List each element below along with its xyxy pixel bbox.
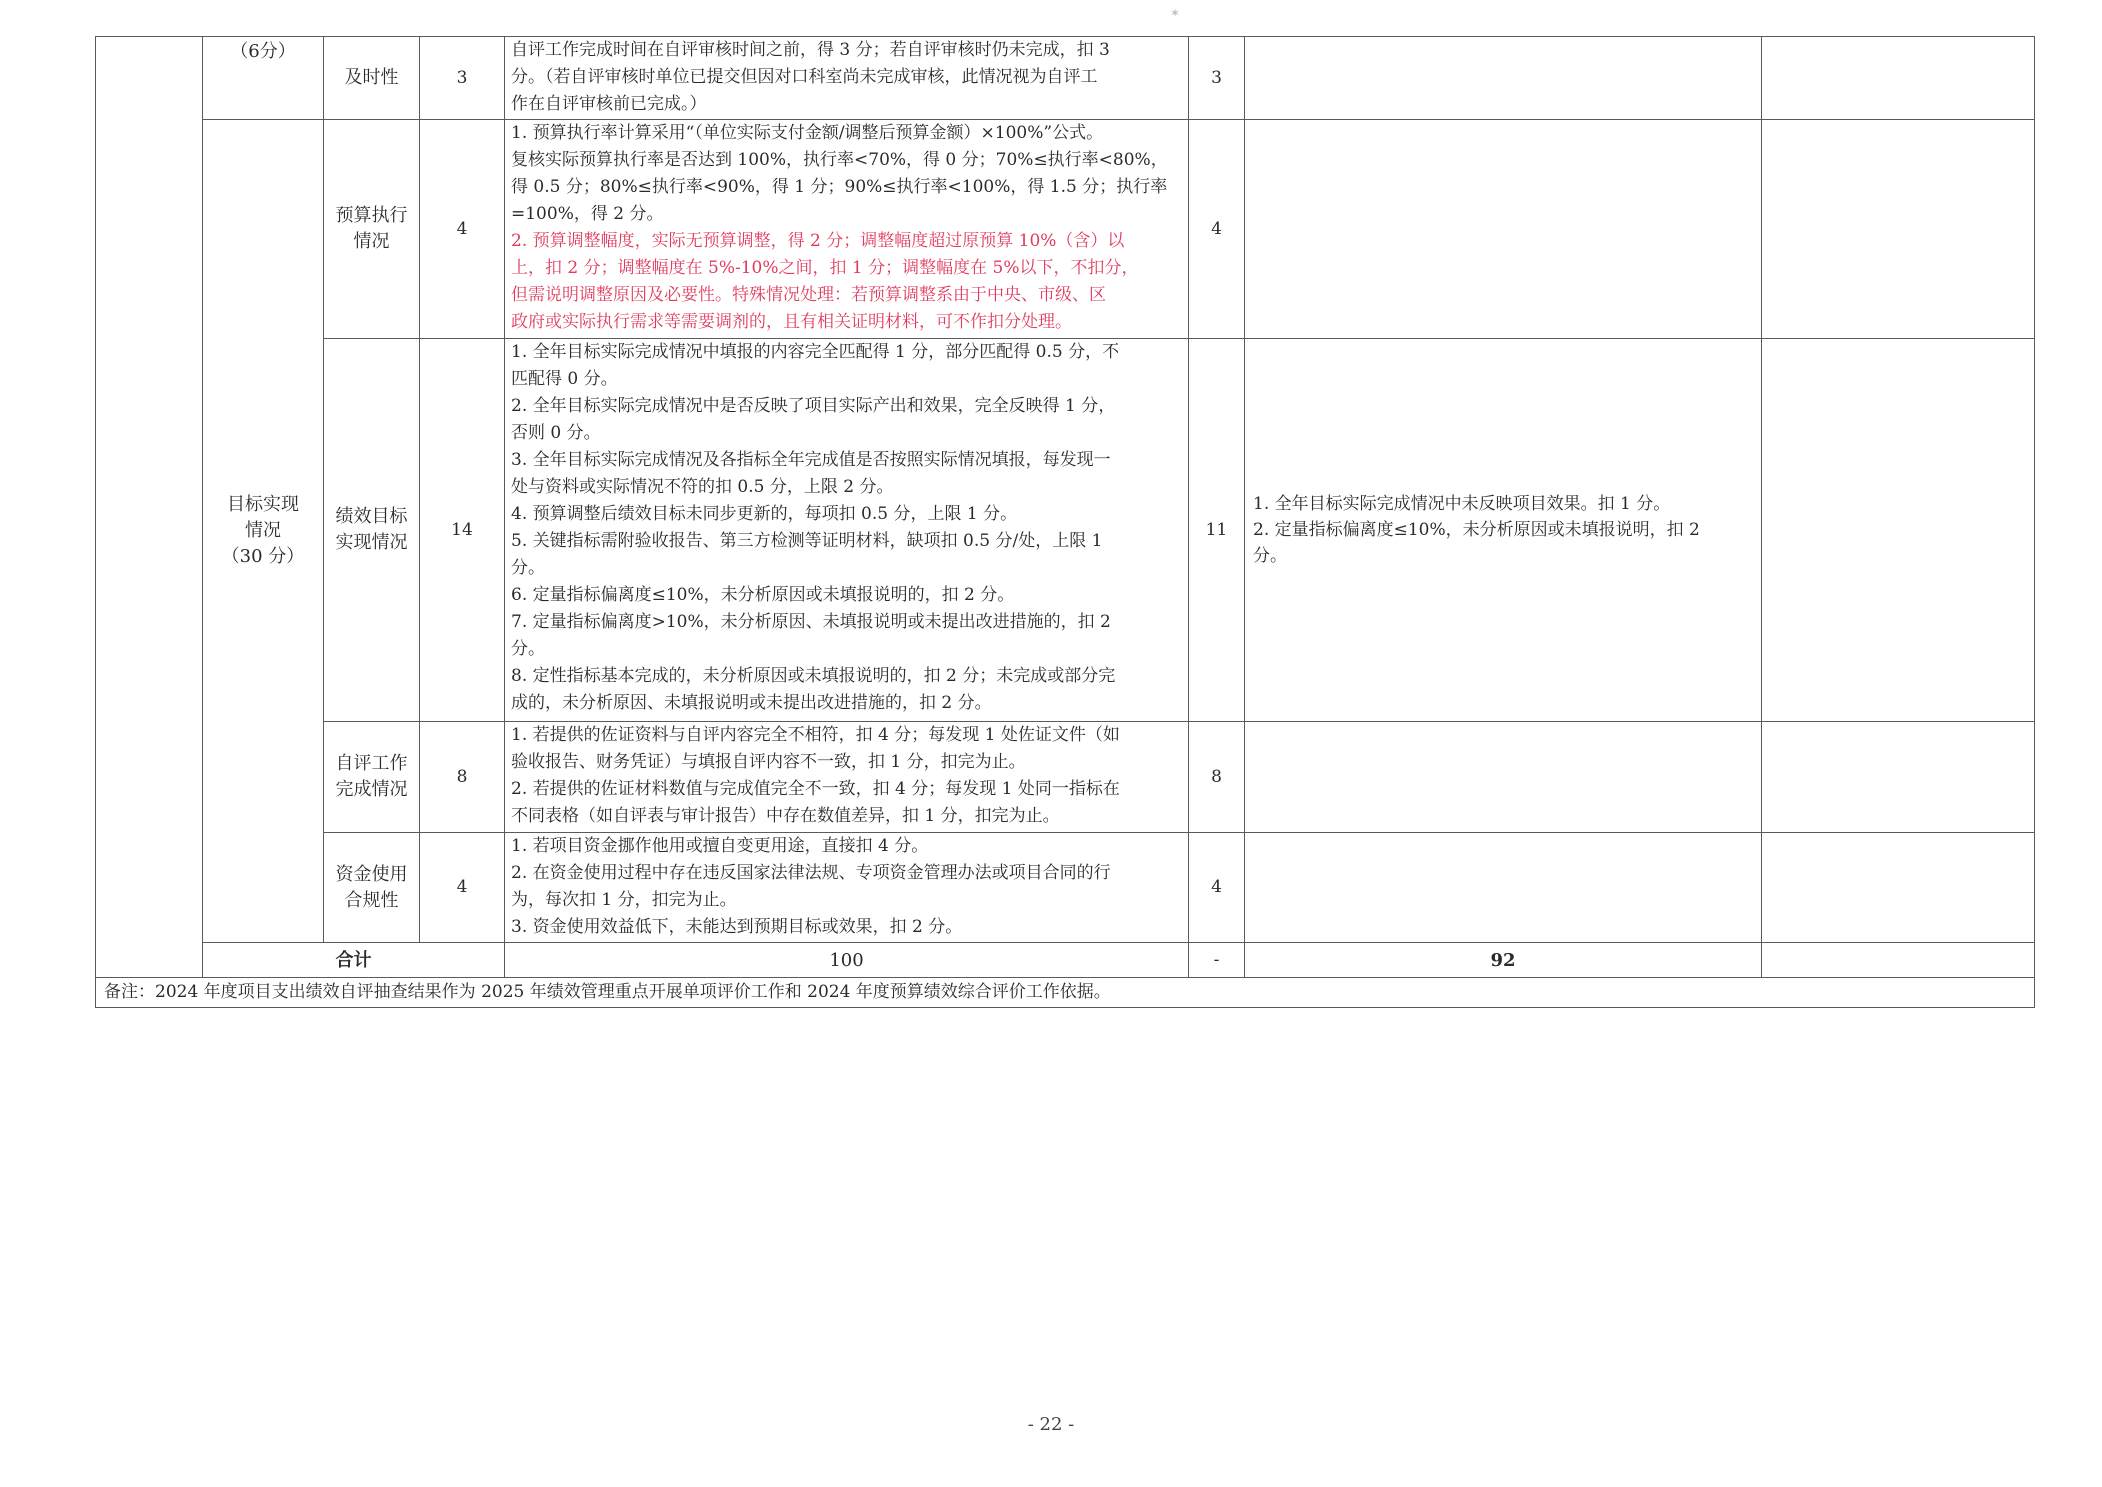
score-cell xyxy=(1189,722,1245,833)
criteria-cell xyxy=(505,37,1189,120)
category-label: 情况 xyxy=(245,520,281,541)
sub-item-cell xyxy=(324,120,420,339)
score-value: 4 xyxy=(1211,218,1222,239)
total-criteria: - xyxy=(1213,949,1220,970)
sub-item-label: 及时性 xyxy=(344,67,399,88)
score-value: 11 xyxy=(1205,519,1228,540)
criteria-line-highlighted: 2. 预算调整幅度，实际无预算调整，得 2 分；调整幅度超过原预算 10%（含）以 xyxy=(511,231,1125,251)
total-weight-cell xyxy=(505,943,1189,978)
sub-item-label: 情况 xyxy=(353,231,390,252)
criteria-line: 处与资料或实际情况不符的扣 0.5 分，上限 2 分。 xyxy=(511,477,894,497)
score-value: 3 xyxy=(1211,67,1222,88)
deduction-cell xyxy=(1245,722,1762,833)
criteria-line: 1. 若项目资金挪作他用或擅自变更用途，直接扣 4 分。 xyxy=(511,836,929,856)
total-weight: 100 xyxy=(829,949,864,971)
table-row-budget-execution xyxy=(96,120,2035,339)
sub-item-cell xyxy=(324,37,420,120)
sub-item-cell xyxy=(324,722,420,833)
criteria-line: =100%，得 2 分。 xyxy=(511,204,664,224)
deduction-line: 分。 xyxy=(1253,546,1287,566)
deduction-cell xyxy=(1245,833,1762,943)
criteria-cell xyxy=(505,339,1189,722)
table-row-performance-goal xyxy=(96,339,2035,722)
criteria-line: 5. 关键指标需附验收报告、第三方检测等证明材料，缺项扣 0.5 分/处，上限 1 xyxy=(511,531,1103,551)
deduction-line: 2. 定量指标偏离度≤10%，未分析原因或未填报说明，扣 2 xyxy=(1253,520,1700,540)
score-cell xyxy=(1189,339,1245,722)
criteria-line: 2. 若提供的佐证材料数值与完成值完全不一致，扣 4 分；每发现 1 处同一指标在 xyxy=(511,779,1120,799)
remark-cell xyxy=(1762,833,2035,943)
criteria-cell xyxy=(505,722,1189,833)
criteria-line: 复核实际预算执行率是否达到 100%，执行率<70%，得 0 分；70%≤执行率<80%， xyxy=(511,150,1168,170)
note-cell xyxy=(96,978,2035,1008)
score-value: 4 xyxy=(1211,877,1222,897)
weight-cell xyxy=(420,37,505,120)
sub-item-label: 自评工作 xyxy=(335,753,408,774)
criteria-cell xyxy=(505,833,1189,943)
sub-item-label: 实现情况 xyxy=(335,532,408,553)
criteria-line: 验收报告、财务凭证）与填报自评内容不一致，扣 1 分，扣完为止。 xyxy=(511,752,1026,772)
criteria-line-highlighted: 上，扣 2 分；调整幅度在 5%-10%之间，扣 1 分；调整幅度在 5%以下，不扣分， xyxy=(511,258,1139,278)
weight-value: 4 xyxy=(456,218,468,239)
category-label: 目标实现 xyxy=(227,494,299,515)
criteria-line: 1. 全年目标实际完成情况中填报的内容完全匹配得 1 分，部分匹配得 0.5 分，不 xyxy=(511,342,1120,362)
criteria-line: 2. 全年目标实际完成情况中是否反映了项目实际产出和效果，完全反映得 1 分， xyxy=(511,396,1116,416)
criteria-line: 作在自评审核前已完成。） xyxy=(511,94,707,114)
score-cell xyxy=(1189,37,1245,120)
evaluation-table xyxy=(95,36,2035,1008)
weight-value: 3 xyxy=(456,67,468,88)
criteria-line: 分。 xyxy=(511,639,545,659)
remark-cell xyxy=(1762,722,2035,833)
page-number: - 22 - xyxy=(1027,1414,1075,1435)
note-text: 备注：2024 年度项目支出绩效自评抽查结果作为 2025 年绩效管理重点开展单项评价工作和 2024 年度预算绩效综合评价工作依据。 xyxy=(104,982,1111,1002)
total-deduction-cell xyxy=(1762,943,2035,978)
criteria-line: 2. 在资金使用过程中存在违反国家法律法规、专项资金管理办法或项目合同的行 xyxy=(511,863,1111,883)
blank-outer-cell xyxy=(96,37,203,978)
weight-value: 4 xyxy=(456,877,468,897)
table-row-fund-compliance xyxy=(96,833,2035,943)
criteria-line: 否则 0 分。 xyxy=(511,423,601,443)
criteria-line: 自评工作完成时间在自评审核时间之前，得 3 分；若自评审核时仍未完成，扣 3 xyxy=(511,40,1110,60)
weight-cell xyxy=(420,833,505,943)
scan-artifact: ✶ xyxy=(1170,6,1181,20)
remark-cell xyxy=(1762,339,2035,722)
score-value: 8 xyxy=(1211,766,1222,787)
criteria-line: 成的，未分析原因、未填报说明或未提出改进措施的，扣 2 分。 xyxy=(511,693,992,713)
deduction-cell xyxy=(1245,339,1762,722)
weight-cell xyxy=(420,339,505,722)
criteria-line: 得 0.5 分；80%≤执行率<90%，得 1 分；90%≤执行率<100%，得 1.5 分；执行率 xyxy=(511,177,1168,197)
table-row-note xyxy=(96,978,2035,1008)
category-label: （6分） xyxy=(230,41,296,62)
sub-item-label: 合规性 xyxy=(344,889,399,911)
score-cell xyxy=(1189,833,1245,943)
criteria-line-highlighted: 但需说明调整原因及必要性。特殊情况处理：若预算调整系由于中央、市级、区 xyxy=(511,285,1106,305)
criteria-line: 分。（若自评审核时单位已提交但因对口科室尚未完成审核，此情况视为自评工 xyxy=(511,67,1098,87)
total-score: 92 xyxy=(1490,949,1516,971)
criteria-line: 1. 若提供的佐证资料与自评内容完全不相符，扣 4 分；每发现 1 处佐证文件（如 xyxy=(511,725,1120,745)
category-cell xyxy=(203,120,324,943)
criteria-line: 3. 全年目标实际完成情况及各指标全年完成值是否按照实际情况填报，每发现一 xyxy=(511,450,1111,470)
score-cell xyxy=(1189,120,1245,339)
weight-cell xyxy=(420,120,505,339)
criteria-line: 为，每次扣 1 分，扣完为止。 xyxy=(511,890,737,910)
sub-item-cell xyxy=(324,339,420,722)
table-row-total xyxy=(96,943,2035,978)
sub-item-label: 预算执行 xyxy=(335,205,408,226)
criteria-line: 3. 资金使用效益低下，未能达到预期目标或效果，扣 2 分。 xyxy=(511,917,963,937)
total-label-cell xyxy=(203,943,505,978)
weight-cell xyxy=(420,722,505,833)
total-criteria-cell xyxy=(1189,943,1245,978)
total-label: 合计 xyxy=(335,949,372,971)
criteria-line: 不同表格（如自评表与审计报告）中存在数值差异，扣 1 分，扣完为止。 xyxy=(511,806,1060,826)
sub-item-cell xyxy=(324,833,420,943)
criteria-cell xyxy=(505,120,1189,339)
criteria-line: 匹配得 0 分。 xyxy=(511,369,618,389)
sub-item-label: 资金使用 xyxy=(335,863,408,885)
weight-value: 14 xyxy=(451,519,473,540)
criteria-line: 7. 定量指标偏离度>10%，未分析原因、未填报说明或未提出改进措施的，扣 2 xyxy=(511,612,1111,632)
sub-item-label: 完成情况 xyxy=(335,779,408,800)
category-cell-top xyxy=(203,37,324,120)
criteria-line: 分。 xyxy=(511,558,545,578)
remark-cell xyxy=(1762,37,2035,120)
category-label: （30 分） xyxy=(221,546,305,567)
total-score-cell xyxy=(1245,943,1762,978)
remark-cell xyxy=(1762,120,2035,339)
criteria-line: 4. 预算调整后绩效目标未同步更新的，每项扣 0.5 分，上限 1 分。 xyxy=(511,504,1018,524)
deduction-cell xyxy=(1245,120,1762,339)
deduction-cell xyxy=(1245,37,1762,120)
table-row-timeliness xyxy=(96,37,2035,120)
criteria-line: 6. 定量指标偏离度≤10%，未分析原因或未填报说明的，扣 2 分。 xyxy=(511,585,1015,605)
criteria-line: 8. 定性指标基本完成的，未分析原因或未填报说明的，扣 2 分；未完成或部分完 xyxy=(511,666,1116,686)
sub-item-label: 绩效目标 xyxy=(335,506,408,527)
table-row-self-eval xyxy=(96,722,2035,833)
criteria-line-highlighted: 政府或实际执行需求等需要调剂的，且有相关证明材料，可不作扣分处理。 xyxy=(511,312,1072,332)
deduction-line: 1. 全年目标实际完成情况中未反映项目效果。扣 1 分。 xyxy=(1253,494,1671,514)
criteria-line: 1. 预算执行率计算采用“（单位实际支付金额/调整后预算金额）×100%”公式。 xyxy=(511,123,1104,143)
weight-value: 8 xyxy=(456,766,468,787)
